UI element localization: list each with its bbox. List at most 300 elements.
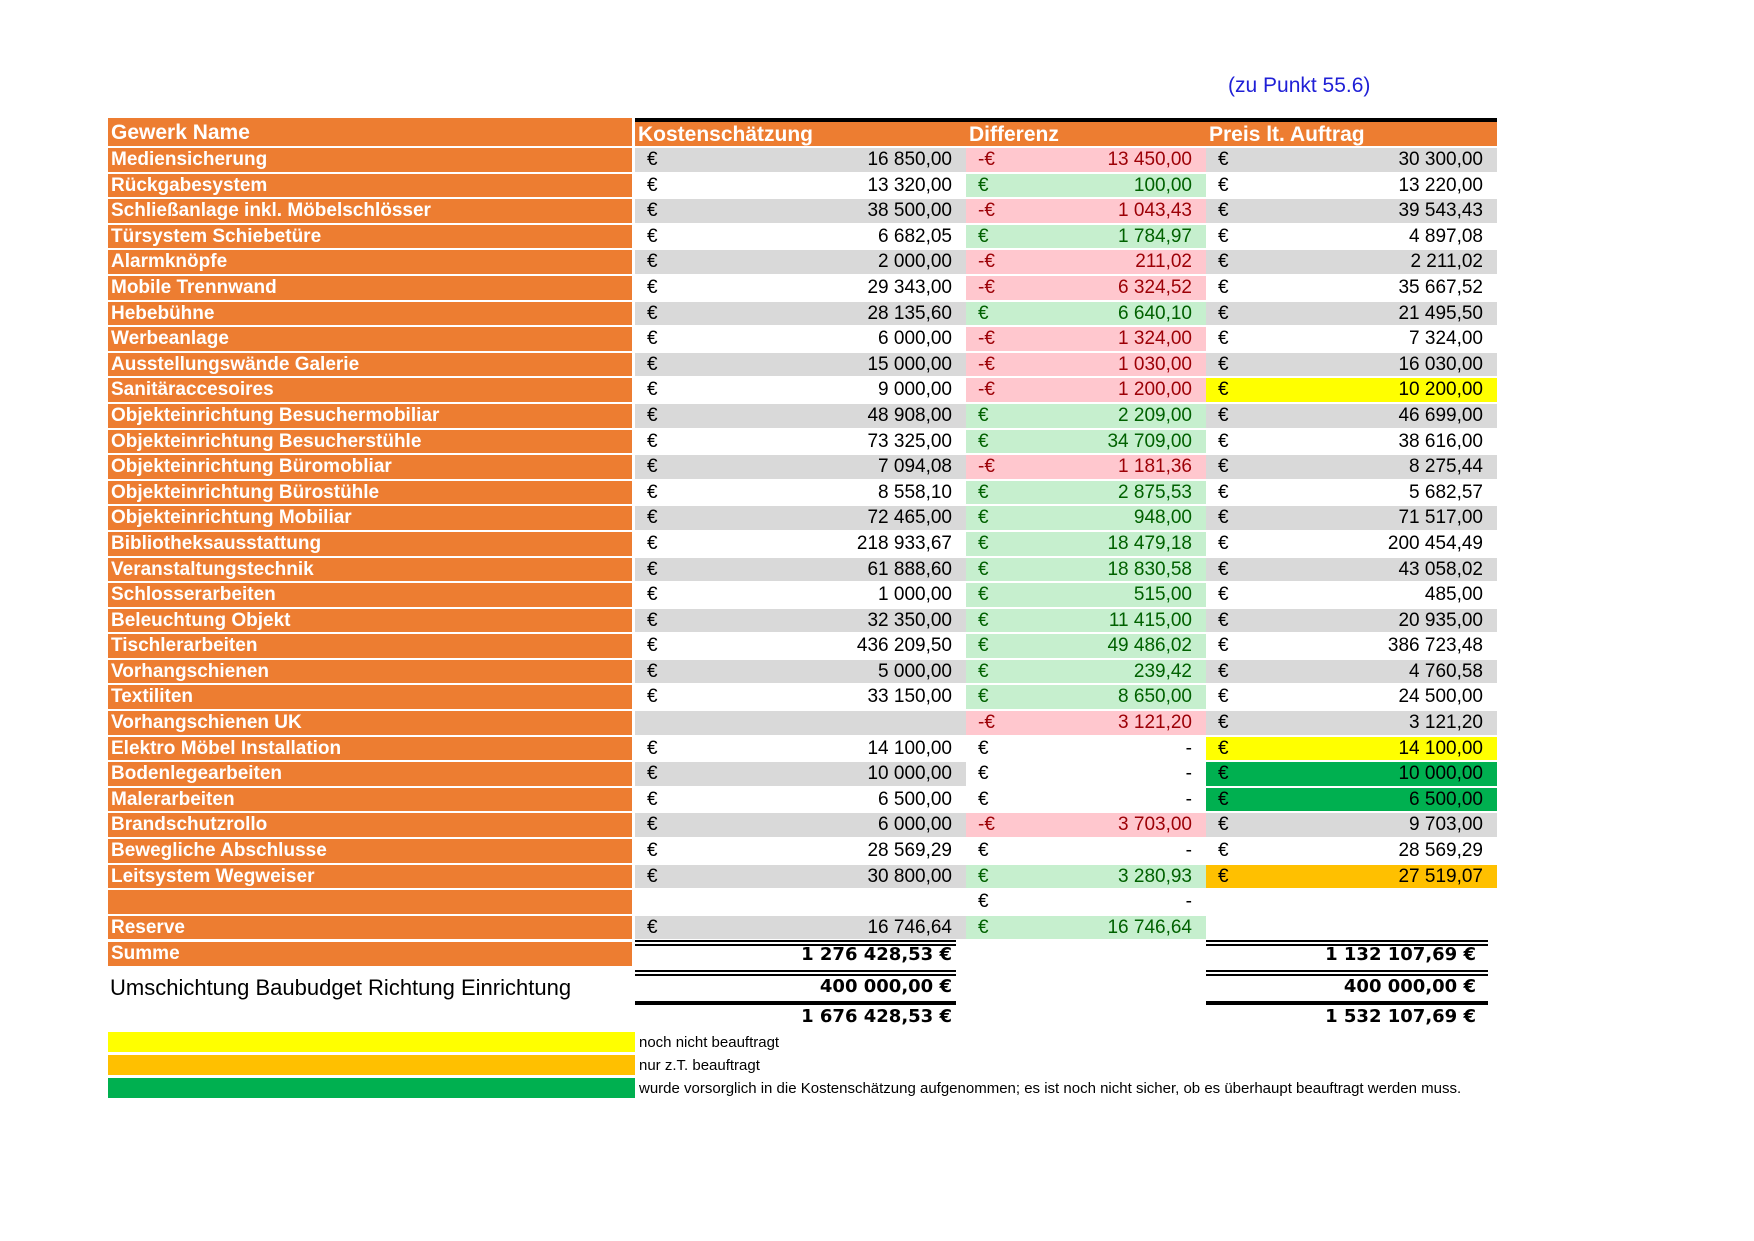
preis-currency: €	[1218, 302, 1229, 324]
kosten-currency: €	[647, 865, 658, 887]
kosten-value: 436 209,50	[856, 635, 952, 657]
differenz-currency: -€	[978, 456, 995, 478]
kosten-cell	[635, 302, 966, 326]
preis-currency: €	[1218, 635, 1229, 657]
kosten-currency: €	[647, 481, 658, 503]
differenz-cell	[966, 532, 1206, 556]
preis-cell	[1206, 813, 1497, 837]
summe-preis: 1 132 107,69 €	[1325, 944, 1476, 965]
kosten-cell	[635, 685, 966, 709]
summe-label: Summe	[108, 942, 632, 966]
table-row	[108, 583, 1508, 609]
differenz-currency: -€	[978, 379, 995, 401]
differenz-currency: €	[978, 840, 989, 862]
preis-value: 10 200,00	[1398, 379, 1483, 401]
kosten-value: 28 135,60	[867, 302, 952, 324]
table-row	[108, 558, 1508, 584]
kosten-currency: €	[647, 686, 658, 708]
preis-currency: €	[1218, 251, 1229, 273]
differenz-currency: €	[978, 584, 989, 606]
differenz-value: 2 209,00	[1118, 404, 1192, 426]
differenz-value: -	[1185, 763, 1192, 785]
differenz-cell	[966, 148, 1206, 172]
preis-cell	[1206, 660, 1497, 684]
table-row	[108, 839, 1508, 865]
differenz-value: 1 324,00	[1118, 328, 1192, 350]
differenz-currency: €	[978, 609, 989, 631]
differenz-value: 948,00	[1133, 507, 1192, 529]
preis-value: 16 030,00	[1398, 353, 1483, 375]
kosten-currency: €	[647, 174, 658, 196]
differenz-cell	[966, 430, 1206, 454]
preis-value: 28 569,29	[1398, 840, 1483, 862]
gewerk-name-cell: Schlosserarbeiten	[108, 583, 632, 607]
legend-swatch-green	[108, 1078, 635, 1098]
preis-value: 6 500,00	[1409, 788, 1483, 810]
preis-currency: €	[1218, 328, 1229, 350]
preis-value: 43 058,02	[1398, 558, 1483, 580]
preis-value: 27 519,07	[1398, 865, 1483, 887]
kosten-cell	[635, 890, 966, 914]
preis-currency: €	[1218, 712, 1229, 734]
gewerk-name-cell: Leitsystem Wegweiser	[108, 865, 632, 889]
preis-value: 35 667,52	[1398, 276, 1483, 298]
gewerk-name-cell: Objekteinrichtung Büromobliar	[108, 455, 632, 479]
kosten-cell	[635, 353, 966, 377]
differenz-value: 239,42	[1133, 660, 1192, 682]
kosten-currency: €	[647, 225, 658, 247]
preis-currency: €	[1218, 737, 1229, 759]
differenz-currency: €	[978, 481, 989, 503]
kosten-cell	[635, 532, 966, 556]
preis-currency: €	[1218, 174, 1229, 196]
kosten-value: 7 094,08	[878, 456, 952, 478]
gewerk-name-cell: Alarmknöpfe	[108, 250, 632, 274]
table-row	[108, 737, 1508, 763]
kosten-value: 16 746,64	[867, 916, 952, 938]
differenz-cell	[966, 250, 1206, 274]
kosten-value: 6 000,00	[878, 814, 952, 836]
preis-cell	[1206, 916, 1497, 940]
preis-value: 38 616,00	[1398, 430, 1483, 452]
table-row	[108, 916, 1508, 942]
kosten-cell	[635, 506, 966, 530]
table-row	[108, 174, 1508, 200]
differenz-value: 1 030,00	[1118, 353, 1192, 375]
gesamt-preis: 1 532 107,69 €	[1325, 1006, 1476, 1027]
differenz-cell	[966, 506, 1206, 530]
kosten-cell	[635, 225, 966, 249]
gewerk-name-cell: Mediensicherung	[108, 148, 632, 172]
gewerk-name-cell: Mobile Trennwand	[108, 276, 632, 300]
differenz-cell	[966, 481, 1206, 505]
differenz-cell	[966, 839, 1206, 863]
gewerk-name-cell: Bibliotheksausstattung	[108, 532, 632, 556]
differenz-currency: €	[978, 660, 989, 682]
preis-currency: €	[1218, 532, 1229, 554]
preis-currency: €	[1218, 379, 1229, 401]
gewerk-name-cell: Sanitäraccesoires	[108, 378, 632, 402]
preis-value: 39 543,43	[1398, 200, 1483, 222]
differenz-currency: €	[978, 532, 989, 554]
preis-cell	[1206, 174, 1497, 198]
kosten-value: 9 000,00	[878, 379, 952, 401]
kosten-cell	[635, 737, 966, 761]
table-row	[108, 762, 1508, 788]
preis-currency: €	[1218, 814, 1229, 836]
kosten-currency: €	[647, 507, 658, 529]
gewerk-name-cell: Veranstaltungstechnik	[108, 558, 632, 582]
preis-cell	[1206, 506, 1497, 530]
kosten-cell	[635, 660, 966, 684]
kosten-value: 72 465,00	[867, 507, 952, 529]
differenz-value: 6 324,52	[1118, 276, 1192, 298]
preis-value: 14 100,00	[1398, 737, 1483, 759]
differenz-currency: €	[978, 916, 989, 938]
gewerk-name-cell: Schließanlage inkl. Möbelschlösser	[108, 199, 632, 223]
gesamt-rule-preis	[1206, 1001, 1488, 1005]
differenz-value: 1 784,97	[1118, 225, 1192, 247]
legend-text-yellow: noch nicht beauftragt	[639, 1034, 780, 1051]
gewerk-name-cell: Werbeanlage	[108, 327, 632, 351]
summe-rule-top-kosten	[635, 940, 956, 942]
differenz-cell	[966, 634, 1206, 658]
kosten-cell	[635, 583, 966, 607]
preis-value: 386 723,48	[1387, 635, 1483, 657]
preis-cell	[1206, 481, 1497, 505]
preis-cell	[1206, 890, 1497, 914]
gewerk-name-cell: Vorhangschienen	[108, 660, 632, 684]
differenz-value: 3 703,00	[1118, 814, 1192, 836]
differenz-cell	[966, 609, 1206, 633]
kosten-currency: €	[647, 609, 658, 631]
preis-cell	[1206, 865, 1497, 889]
kosten-currency: €	[647, 328, 658, 350]
differenz-cell	[966, 353, 1206, 377]
preis-currency: €	[1218, 788, 1229, 810]
kosten-cell	[635, 378, 966, 402]
gewerk-name-cell: Objekteinrichtung Besucherstühle	[108, 430, 632, 454]
umschichtung-label: Umschichtung Baubudget Richtung Einrichtung	[110, 975, 572, 1000]
kosten-cell	[635, 634, 966, 658]
gewerk-name-cell: Objekteinrichtung Mobiliar	[108, 506, 632, 530]
table-row	[108, 148, 1508, 174]
differenz-value: 49 486,02	[1107, 635, 1192, 657]
preis-value: 4 897,08	[1409, 225, 1483, 247]
table-row	[108, 634, 1508, 660]
preis-cell	[1206, 711, 1497, 735]
preis-currency: €	[1218, 660, 1229, 682]
gewerk-name-cell: Objekteinrichtung Besuchermobiliar	[108, 404, 632, 428]
preis-currency: €	[1218, 149, 1229, 170]
kosten-value: 1 000,00	[878, 584, 952, 606]
differenz-value: -	[1185, 891, 1192, 913]
preis-cell	[1206, 558, 1497, 582]
preis-cell	[1206, 276, 1497, 300]
preis-value: 200 454,49	[1387, 532, 1483, 554]
kosten-cell	[635, 250, 966, 274]
gewerk-name-cell: Malerarbeiten	[108, 788, 632, 812]
preis-value: 71 517,00	[1398, 507, 1483, 529]
kosten-cell	[635, 199, 966, 223]
kosten-cell	[635, 762, 966, 786]
legend-text-orange: nur z.T. beauftragt	[639, 1057, 760, 1074]
preis-value: 46 699,00	[1398, 404, 1483, 426]
preis-currency: €	[1218, 456, 1229, 478]
kosten-currency: €	[647, 814, 658, 836]
table-body	[108, 148, 1508, 941]
preis-value: 9 703,00	[1409, 814, 1483, 836]
preis-value: 24 500,00	[1398, 686, 1483, 708]
preis-currency: €	[1218, 200, 1229, 222]
table-row	[108, 532, 1508, 558]
differenz-cell	[966, 455, 1206, 479]
differenz-cell	[966, 558, 1206, 582]
kosten-value: 15 000,00	[867, 353, 952, 375]
kosten-currency: €	[647, 379, 658, 401]
kosten-currency: €	[647, 763, 658, 785]
preis-cell	[1206, 455, 1497, 479]
preis-currency: €	[1218, 686, 1229, 708]
preis-cell	[1206, 199, 1497, 223]
preis-cell	[1206, 609, 1497, 633]
header-kostenschaetzung: Kostenschätzung	[635, 118, 966, 146]
preis-value: 8 275,44	[1409, 456, 1483, 478]
kosten-cell	[635, 839, 966, 863]
differenz-currency: €	[978, 225, 989, 247]
table-row	[108, 199, 1508, 225]
differenz-currency: -€	[978, 353, 995, 375]
kosten-value: 13 320,00	[867, 174, 952, 196]
preis-currency: €	[1218, 276, 1229, 298]
gewerk-name-cell: Rückgabesystem	[108, 174, 632, 198]
kosten-cell	[635, 430, 966, 454]
preis-cell	[1206, 788, 1497, 812]
preis-cell	[1206, 532, 1497, 556]
table-row	[108, 660, 1508, 686]
differenz-cell	[966, 711, 1206, 735]
differenz-value: 18 479,18	[1107, 532, 1192, 554]
kosten-cell	[635, 609, 966, 633]
table-row	[108, 788, 1508, 814]
kosten-currency: €	[647, 276, 658, 298]
kosten-value: 6 000,00	[878, 328, 952, 350]
gewerk-name-cell: Beleuchtung Objekt	[108, 609, 632, 633]
differenz-value: -	[1185, 840, 1192, 862]
preis-value: 4 760,58	[1409, 660, 1483, 682]
preis-currency: €	[1218, 558, 1229, 580]
differenz-currency: €	[978, 558, 989, 580]
differenz-currency: €	[978, 763, 989, 785]
table-row	[108, 353, 1508, 379]
differenz-currency: -€	[978, 328, 995, 350]
differenz-cell	[966, 762, 1206, 786]
gesamt-kosten: 1 676 428,53 €	[801, 1006, 952, 1027]
preis-currency: €	[1218, 763, 1229, 785]
preis-cell	[1206, 250, 1497, 274]
differenz-value: 11 415,00	[1108, 609, 1192, 631]
differenz-currency: €	[978, 404, 989, 426]
differenz-value: 1 181,36	[1118, 456, 1192, 478]
gewerk-name-cell: Textiliten	[108, 685, 632, 709]
header-differenz: Differenz	[966, 118, 1206, 146]
preis-cell	[1206, 148, 1497, 172]
preis-value: 10 000,00	[1398, 763, 1483, 785]
kosten-value: 32 350,00	[867, 609, 952, 631]
gewerk-name-cell: Vorhangschienen UK	[108, 711, 632, 735]
differenz-currency: -€	[978, 200, 995, 222]
differenz-value: 2 875,53	[1118, 481, 1192, 503]
table-row	[108, 813, 1508, 839]
differenz-value: 100,00	[1133, 174, 1192, 196]
table-row	[108, 378, 1508, 404]
preis-cell	[1206, 327, 1497, 351]
table-row	[108, 711, 1508, 737]
kosten-cell	[635, 865, 966, 889]
kosten-cell	[635, 481, 966, 505]
kosten-value: 6 682,05	[878, 225, 952, 247]
kosten-value: 33 150,00	[867, 686, 952, 708]
differenz-currency: -€	[978, 814, 995, 836]
kosten-cell	[635, 327, 966, 351]
table-row	[108, 455, 1508, 481]
differenz-currency: €	[978, 430, 989, 452]
differenz-value: 3 280,93	[1118, 865, 1192, 887]
preis-cell	[1206, 762, 1497, 786]
kosten-currency: €	[647, 200, 658, 222]
differenz-value: 18 830,58	[1107, 558, 1192, 580]
gewerk-name-cell: Hebebühne	[108, 302, 632, 326]
preis-currency: €	[1218, 584, 1229, 606]
kosten-value: 73 325,00	[867, 430, 952, 452]
preis-value: 20 935,00	[1398, 609, 1483, 631]
differenz-currency: €	[978, 788, 989, 810]
kosten-currency: €	[647, 840, 658, 862]
legend-text-green: wurde vorsorglich in die Kostenschätzung aufgenommen; es ist noch nicht sicher, ob es überhaupt beauftragt werden muss.	[639, 1080, 1462, 1097]
differenz-value: 13 450,00	[1107, 149, 1192, 170]
kosten-cell	[635, 404, 966, 428]
kosten-value: 10 000,00	[867, 763, 952, 785]
gewerk-name-cell: Tischlerarbeiten	[108, 634, 632, 658]
differenz-value: 1 043,43	[1118, 200, 1192, 222]
kosten-currency: €	[647, 558, 658, 580]
preis-cell	[1206, 378, 1497, 402]
differenz-cell	[966, 378, 1206, 402]
table-row	[108, 481, 1508, 507]
kosten-currency: €	[647, 737, 658, 759]
differenz-currency: €	[978, 737, 989, 759]
differenz-currency: €	[978, 891, 989, 913]
differenz-value: 3 121,20	[1118, 712, 1192, 734]
umsch-rule-preis	[1206, 970, 1488, 972]
preis-cell	[1206, 839, 1497, 863]
preis-currency: €	[1218, 865, 1229, 887]
kosten-value: 6 500,00	[878, 788, 952, 810]
legend-swatch-orange	[108, 1055, 635, 1075]
kosten-cell	[635, 813, 966, 837]
differenz-value: -	[1185, 737, 1192, 759]
differenz-cell	[966, 327, 1206, 351]
gewerk-name-cell: Elektro Möbel Installation	[108, 737, 632, 761]
preis-cell	[1206, 225, 1497, 249]
preis-currency: €	[1218, 609, 1229, 631]
table-row	[108, 404, 1508, 430]
preis-currency: €	[1218, 404, 1229, 426]
kosten-cell	[635, 916, 966, 940]
kosten-value: 48 908,00	[867, 404, 952, 426]
kosten-cell	[635, 276, 966, 300]
differenz-value: 1 200,00	[1118, 379, 1192, 401]
gewerk-name-cell: Brandschutzrollo	[108, 813, 632, 837]
kosten-cell	[635, 711, 966, 735]
differenz-value: 34 709,00	[1107, 430, 1192, 452]
differenz-cell	[966, 813, 1206, 837]
table-row	[108, 430, 1508, 456]
differenz-currency: -€	[978, 251, 995, 273]
preis-currency: €	[1218, 430, 1229, 452]
preis-currency: €	[1218, 225, 1229, 247]
table-row	[108, 865, 1508, 891]
summe-kosten: 1 276 428,53 €	[801, 944, 952, 965]
gewerk-name-cell: Ausstellungswände Galerie	[108, 353, 632, 377]
kosten-cell	[635, 558, 966, 582]
preis-cell	[1206, 430, 1497, 454]
preis-value: 30 300,00	[1398, 149, 1483, 170]
gewerk-name-cell: Türsystem Schiebetüre	[108, 225, 632, 249]
header-preis-auftrag: Preis lt. Auftrag	[1206, 118, 1497, 146]
kosten-value: 30 800,00	[867, 865, 952, 887]
table-row	[108, 609, 1508, 635]
differenz-cell	[966, 916, 1206, 940]
table-row	[108, 250, 1508, 276]
umschichtung-kosten: 400 000,00 €	[819, 976, 952, 997]
kosten-currency: €	[647, 584, 658, 606]
preis-value: 21 495,50	[1398, 302, 1483, 324]
kosten-currency: €	[647, 404, 658, 426]
gewerk-name-cell: Objekteinrichtung Bürostühle	[108, 481, 632, 505]
kosten-value: 29 343,00	[867, 276, 952, 298]
differenz-cell	[966, 174, 1206, 198]
summe-rule-top-preis	[1206, 940, 1488, 942]
kosten-currency: €	[647, 635, 658, 657]
kosten-currency: €	[647, 353, 658, 375]
differenz-currency: €	[978, 635, 989, 657]
preis-currency: €	[1218, 481, 1229, 503]
differenz-cell	[966, 583, 1206, 607]
kosten-cell	[635, 788, 966, 812]
kosten-value: 2 000,00	[878, 251, 952, 273]
gewerk-name-cell: Reserve	[108, 916, 632, 940]
kosten-cell	[635, 455, 966, 479]
gewerk-name-cell	[108, 890, 632, 914]
differenz-value: 6 640,10	[1118, 302, 1192, 324]
differenz-value: 211,02	[1135, 251, 1192, 273]
kosten-value: 16 850,00	[867, 149, 952, 170]
kosten-currency: €	[647, 916, 658, 938]
differenz-cell	[966, 737, 1206, 761]
kosten-currency: €	[647, 660, 658, 682]
preis-value: 485,00	[1424, 584, 1483, 606]
preis-cell	[1206, 737, 1497, 761]
kosten-currency: €	[647, 149, 658, 170]
differenz-currency: €	[978, 302, 989, 324]
kosten-currency: €	[647, 532, 658, 554]
preis-cell	[1206, 404, 1497, 428]
kosten-cell	[635, 148, 966, 172]
differenz-cell	[966, 276, 1206, 300]
differenz-currency: €	[978, 174, 989, 196]
kosten-currency: €	[647, 251, 658, 273]
